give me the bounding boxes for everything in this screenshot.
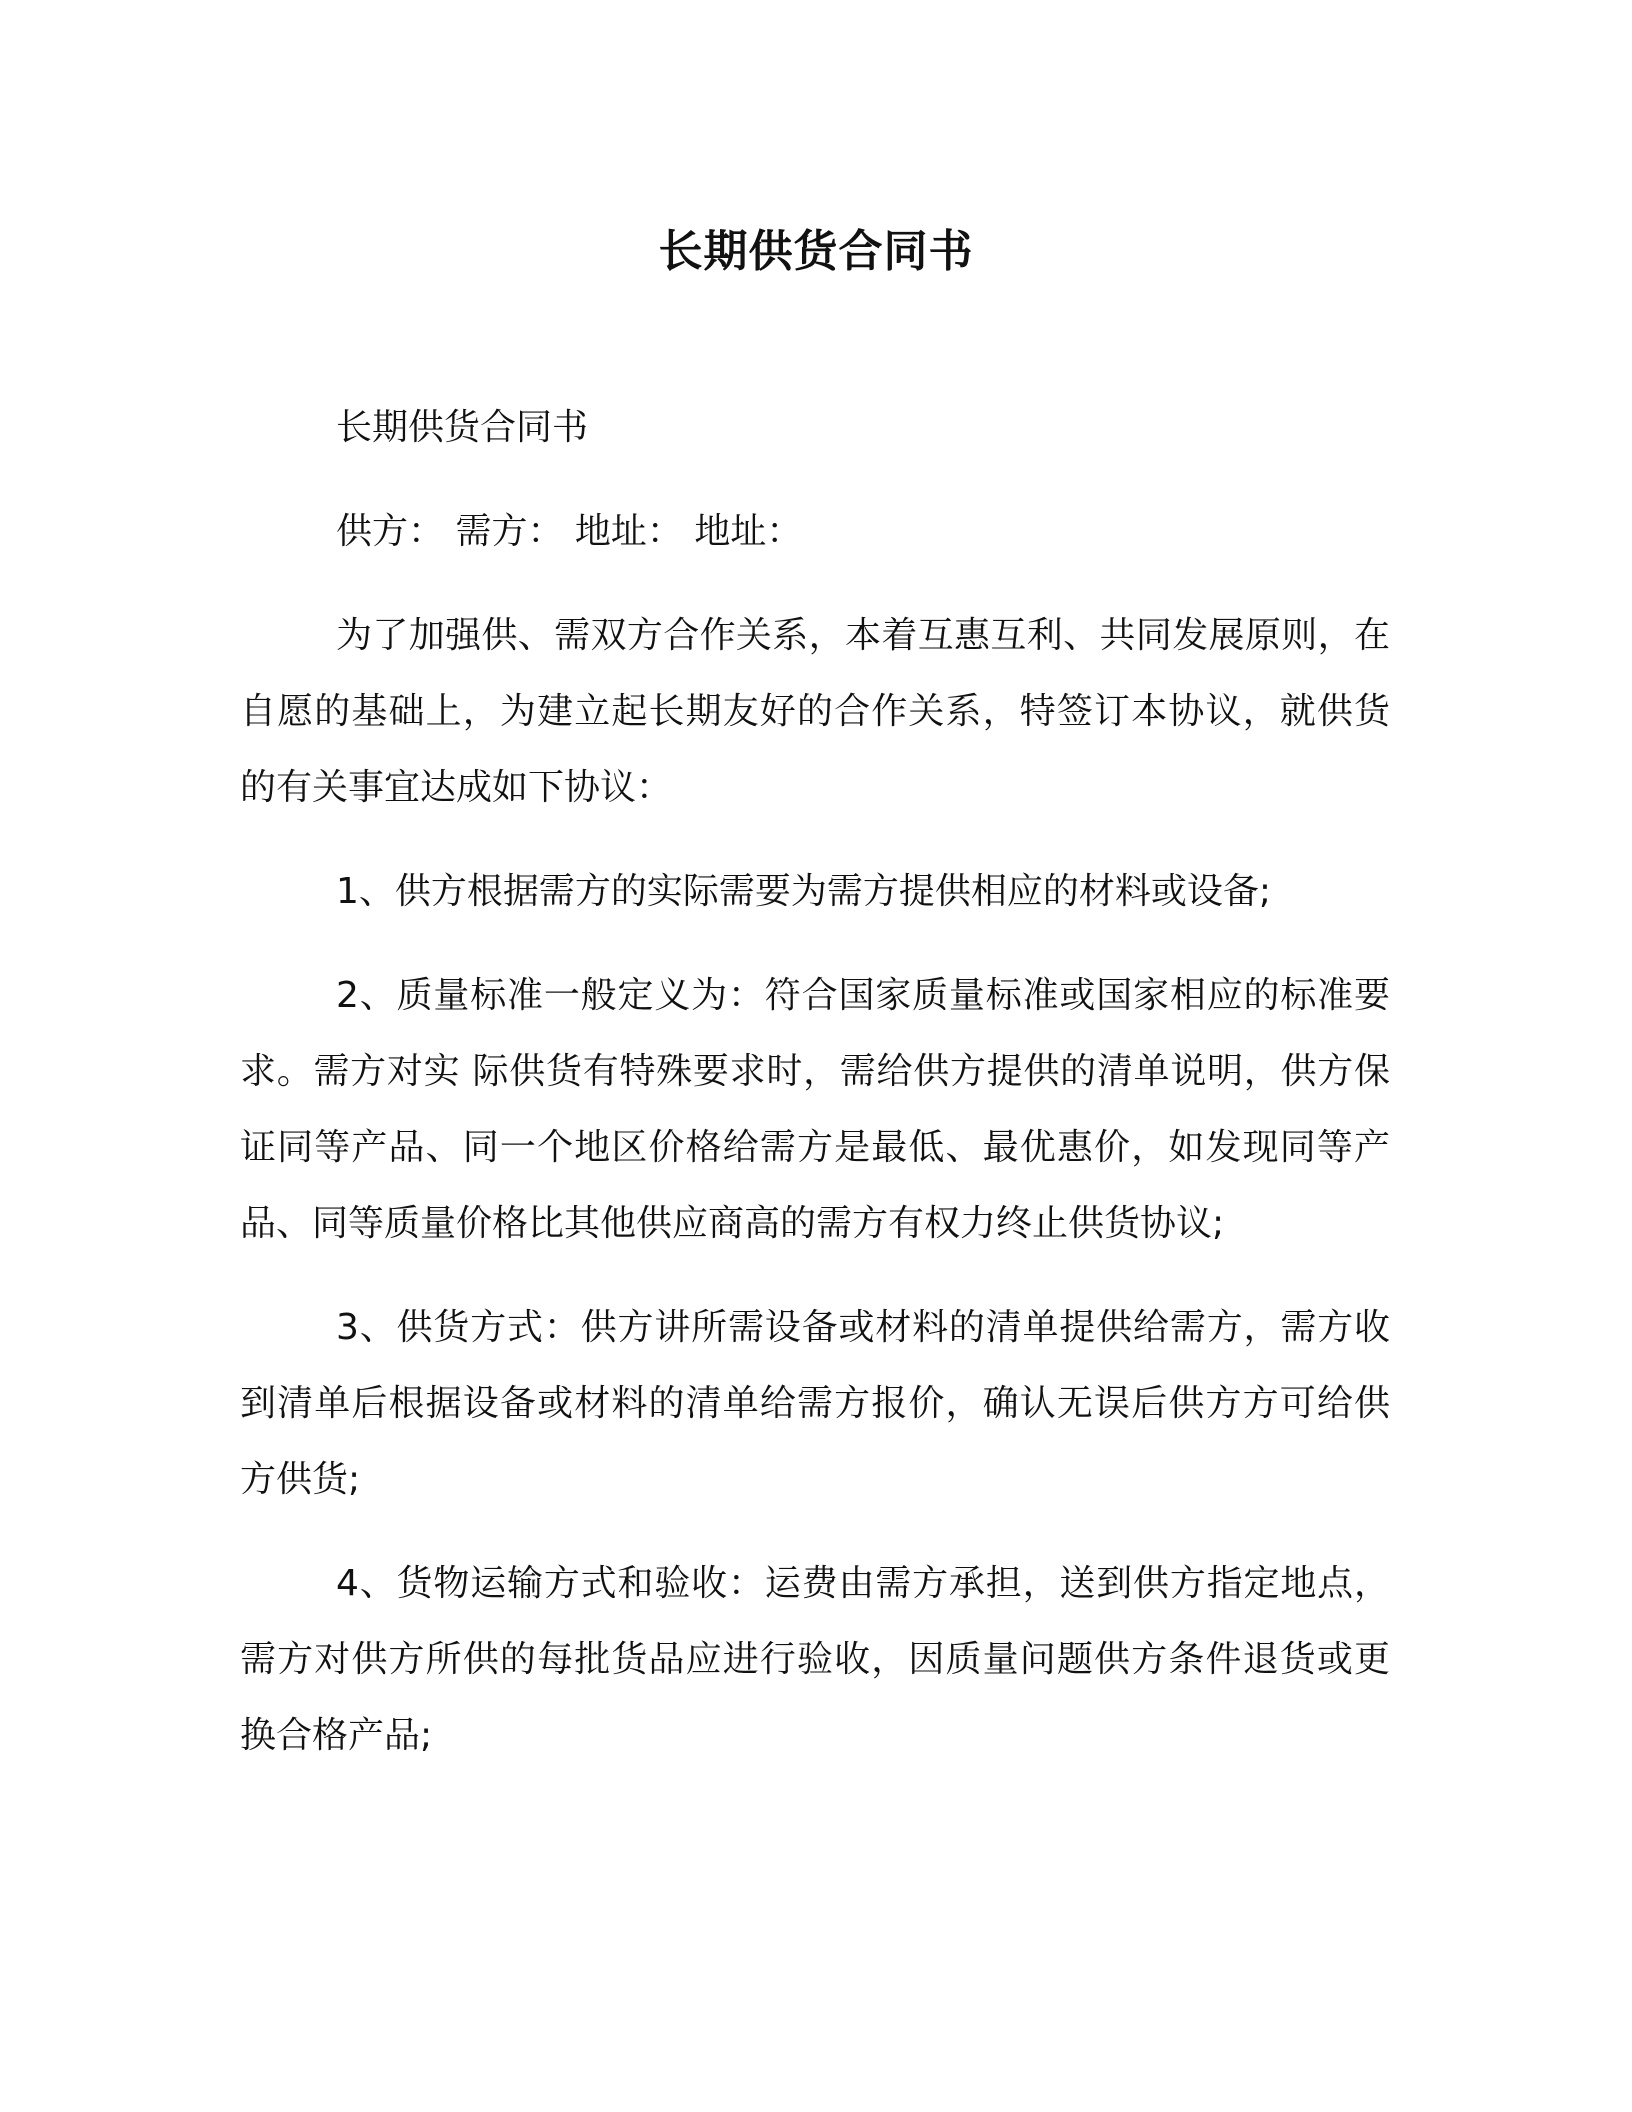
clause-2: 2、质量标准一般定义为：符合国家质量标准或国家相应的标准要求。需方对实 际供货有特殊要求时，需给供方提供的清单说明，供方保证同等产品、同一个地区价格给需方是最低、最优惠价，如发现同等产品、同等质量价格比其他供应商高的需方有权力终止供货协议;: [240, 975, 1390, 1244]
clause-1: 1、供方根据需方的实际需要为需方提供相应的材料或设备;: [336, 871, 1272, 912]
clause-3: 3、供货方式：供方讲所需设备或材料的清单提供给需方，需方收到清单后根据设备或材料的清单给需方报价，确认无误后供方方可给供方供货;: [240, 1307, 1390, 1500]
document-title: 长期供货合同书: [658, 226, 974, 277]
document-body: [240, 390, 1390, 1802]
paragraph-intro: 为了加强供、需双方合作关系，本着互惠互利、共同发展原则，在自愿的基础上，为建立起长期友好的合作关系，特签订本协议，就供货的有关事宜达成如下协议：: [240, 615, 1390, 808]
document-subtitle: 长期供货合同书: [336, 407, 589, 448]
clause-4: 4、货物运输方式和验收：运费由需方承担，送到供方指定地点，需方对供方所供的每批货品应进行验收，因质量问题供方条件退货或更换合格产品;: [240, 1563, 1390, 1756]
parties-line: 供方： 需方： 地址： 地址：: [336, 511, 803, 552]
